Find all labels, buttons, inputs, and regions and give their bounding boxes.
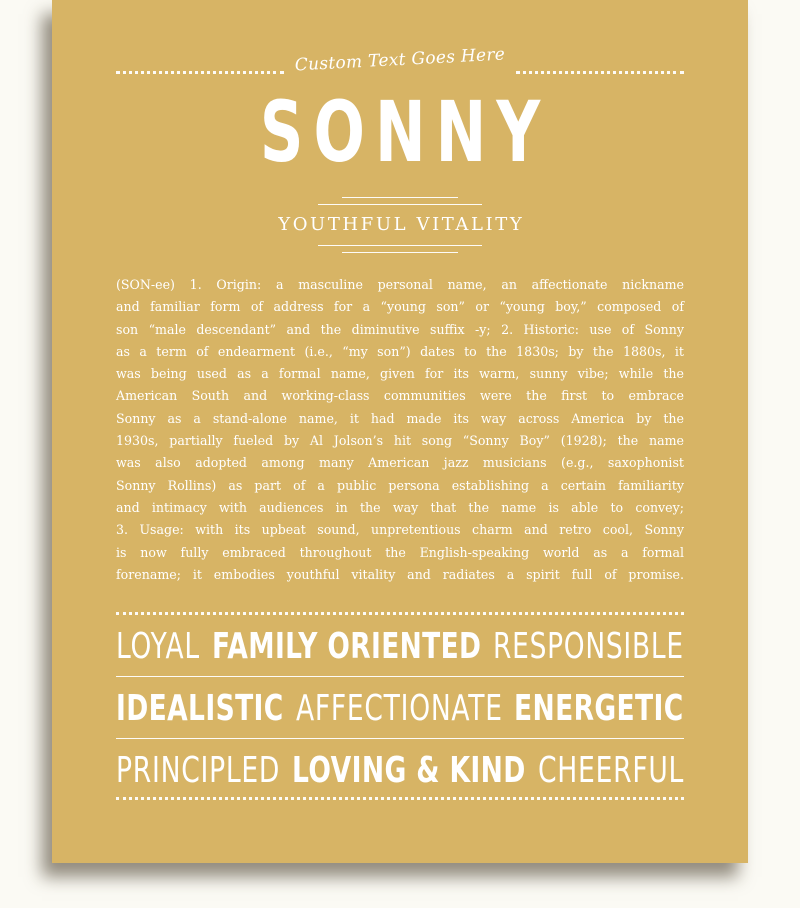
trait-word: PRINCIPLED	[116, 750, 281, 791]
trait-word: LOYAL	[116, 626, 200, 667]
name-underline-short	[342, 197, 458, 198]
custom-text: Custom Text Goes Here	[294, 44, 506, 76]
definition-line: was also adopted among many American jazz musicians (e.g., saxophonist	[116, 455, 684, 471]
trait-row-divider	[116, 676, 684, 677]
trait-row-2	[116, 684, 684, 734]
trait-word: RESPONSIBLE	[493, 626, 684, 667]
definition-line: son “male descendant” and the diminutive suffix -y; 2. Historic: use of Sonny	[116, 321, 684, 337]
definition-line: 1930s, partially fueled by Al Jolson’s hit song “Sonny Boy” (1928); the name	[116, 433, 684, 449]
definition-line: and intimacy with audiences in the way that the name is able to convey;	[116, 499, 684, 515]
trait-word: FAMILY ORIENTED	[211, 626, 482, 667]
definition-line: forename; it embodies youthful vitality and radiates a spirit full of promise.	[116, 566, 684, 582]
definition-line: and familiar form of address for a “young son” or “young boy,” composed of	[116, 299, 684, 315]
definition-line: as a term of endearment (i.e., “my son”) dates to the 1830s; by the 1880s, it	[116, 343, 684, 359]
name-definition	[116, 274, 684, 586]
traits-bottom-dotted-rule	[116, 797, 684, 800]
definition-line: is now fully embraced throughout the English-speaking world as a formal	[116, 544, 684, 560]
trait-word: IDEALISTIC	[116, 688, 284, 729]
definition-line: American South and working-class communities were the first to embrace	[116, 388, 684, 404]
definition-line: was being used as a formal name, given for its warm, sunny vibe; while the	[116, 366, 684, 382]
name-poster	[52, 0, 748, 863]
trait-word: CHEERFUL	[537, 750, 685, 791]
name-meaning: YOUTHFUL VITALITY	[278, 214, 525, 235]
meaning-underline-long	[318, 245, 482, 246]
meaning-underline-short	[342, 252, 458, 253]
trait-word: AFFECTIONATE	[295, 688, 503, 729]
definition-line: Sonny Rollins) as part of a public persona establishing a certain familiarity	[116, 477, 684, 493]
definition-line: (SON-ee) 1. Origin: a masculine personal name, an affectionate nickname	[116, 277, 684, 292]
trait-word: LOVING & KIND	[292, 750, 526, 791]
traits-top-dotted-rule	[116, 612, 684, 615]
trait-row-1	[116, 622, 684, 672]
definition-line: 3. Usage: with its upbeat sound, unpretentious charm and retro cool, Sonny	[116, 522, 684, 538]
top-right-dotted-rule	[516, 71, 684, 74]
trait-row-3	[116, 746, 684, 796]
trait-row-divider	[116, 738, 684, 739]
trait-word: ENERGETIC	[514, 688, 685, 729]
name-underline-long	[318, 204, 482, 205]
name-title: SONNY	[259, 83, 551, 181]
definition-line: Sonny as a stand-alone name, it had made its way across America by the	[116, 410, 684, 426]
